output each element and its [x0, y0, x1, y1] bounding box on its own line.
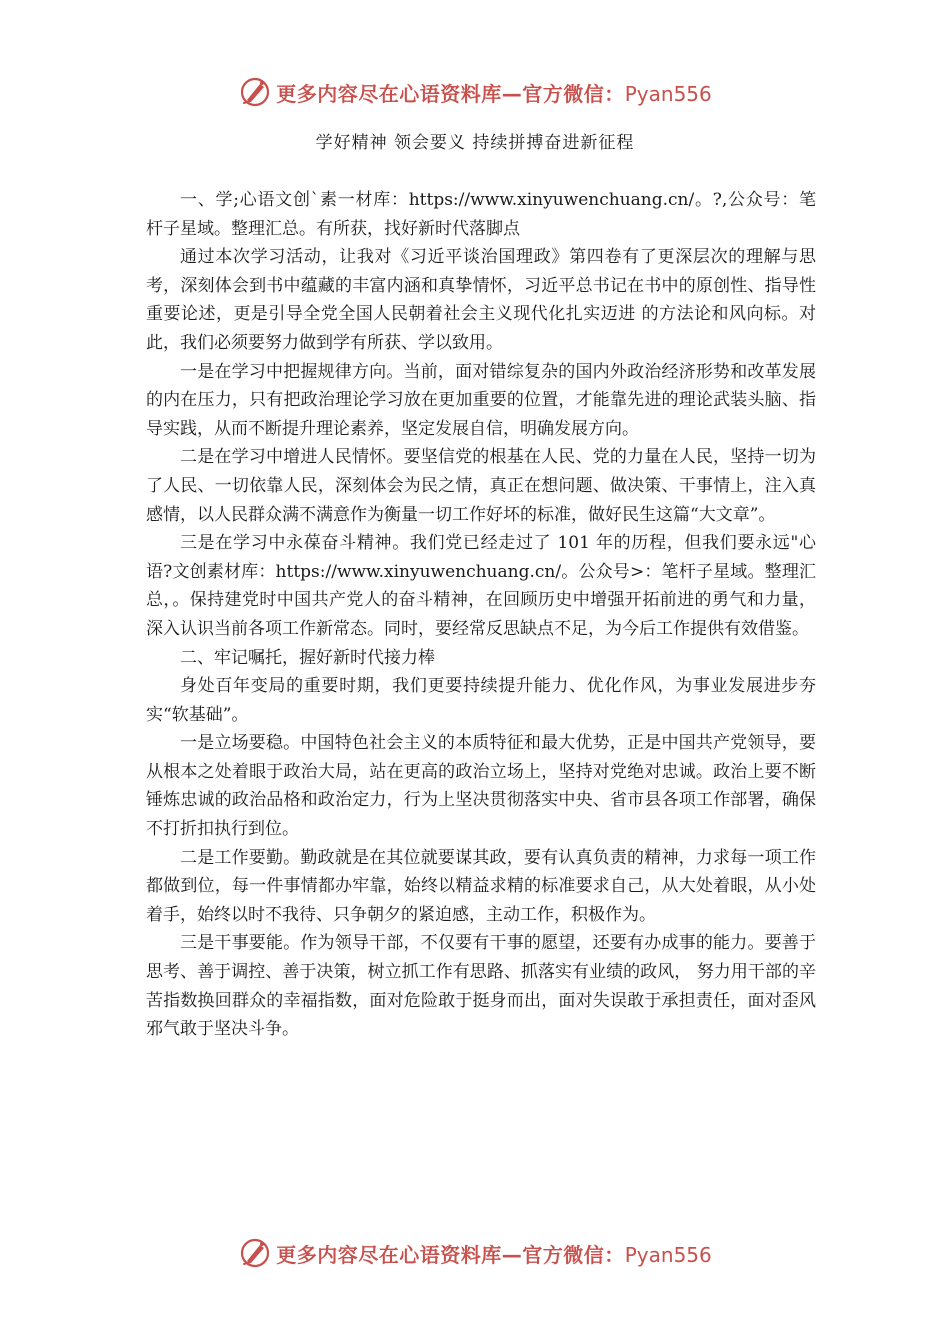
- paragraph: 一是在学习中把握规律方向。当前，面对错综复杂的国内外政治经济形势和改革发展的内在压力，只有把政治理论学习放在更加重要的位置，才能靠先进的理论武装头脑、指导实践，从而不断提升理论素养，坚定发展自信，明确发展方向。: [146, 361, 816, 439]
- paragraph: 一、学;心语文创`素一材库：https://www.xinyuwenchuang.cn/。?,公众号：笔杆子星域。整理汇总。有所获，找好新时代落脚点: [146, 190, 816, 239]
- banner-handle: Pyan556: [624, 81, 712, 106]
- header-banner: [0, 72, 950, 112]
- banner-handle: Pyan556: [624, 1242, 712, 1267]
- footer-banner: [0, 1233, 950, 1273]
- document-body: [146, 186, 816, 1044]
- banner-text: 更多内容尽在心语资料库—官方微信：Pyan556: [276, 1242, 712, 1267]
- paragraph: 一是立场要稳。中国特色社会主义的本质特征和最大优势，正是中国共产党领导，要从根本之处着眼于政治大局，站在更高的政治立场上，坚持对党绝对忠诚。政治上要不断锤炼忠诚的政治品格和政治定力，行为上坚决贯彻落实中央、省市县各项工作部署，确保不打折扣执行到位。: [146, 733, 816, 840]
- quill-logo-icon: [238, 1236, 272, 1270]
- paragraph: 通过本次学习活动，让我对《习近平谈治国理政》第四卷有了更深层次的理解与思考，深刻体会到书中蕴藏的丰富内涵和真挚情怀，习近平总书记在书中的原创性、指导性重要论述，更是引导全党全国人民朝着社会主义现代化扎实迈进 的方法论和风向标。对此，我们必须要努力做到学有所获、学以致用。: [146, 247, 816, 353]
- document-title: 学好精神 领会要义 持续拼搏奋进新征程: [315, 133, 635, 153]
- paragraph: 身处百年变局的重要时期，我们更要持续提升能力、优化作风，为事业发展进步夯实“软基础”。: [146, 676, 816, 725]
- paragraph: 三是在学习中永葆奋斗精神。我们党已经走过了 101 年的历程，但我们要永远"心语?文创素材库：https://www.xinyuwenchuang.cn/。公众号>：笔杆子星域。整理汇总，。保持建党时中国共产党人的奋斗精神，在回顾历史中增强开拓前进的勇气和力量，深入认识当前各项工作新常态。同时，要经常反思缺点不足，为今后工作提供有效借鉴。: [146, 533, 816, 639]
- section-heading: 二、牢记嘱托，握好新时代接力棒: [180, 647, 435, 668]
- paragraph: 二是在学习中增进人民情怀。要坚信党的根基在人民、党的力量在人民，坚持一切为了人民、一切依靠人民，深刻体会为民之情，真正在想问题、做决策、干事情上，注入真感情，以人民群众满不满意作为衡量一切工作好坏的标准，做好民生这篇“大文章”。: [146, 447, 816, 525]
- paragraph: 三是干事要能。作为领导干部，不仅要有干事的愿望，还要有办成事的能力。要善于思考、善于调控、善于决策，树立抓工作有思路、抓落实有业绩的政风， 努力用干部的辛苦指数换回群众的幸福指数，面对危险敢于挺身而出，面对失误敢于承担责任，面对歪风邪气敢于坚决斗争。: [146, 933, 816, 1040]
- paragraph: 二是工作要勤。勤政就是在其位就要谋其政，要有认真负责的精神，力求每一项工作都做到位，每一件事情都办牢靠，始终以精益求精的标准要求自己，从大处着眼，从小处着手，始终以时不我待、只争朝夕的紧迫感，主动工作，积极作为。: [146, 847, 816, 925]
- quill-logo-icon: [238, 75, 272, 109]
- banner-text: 更多内容尽在心语资料库—官方微信：Pyan556: [276, 81, 712, 106]
